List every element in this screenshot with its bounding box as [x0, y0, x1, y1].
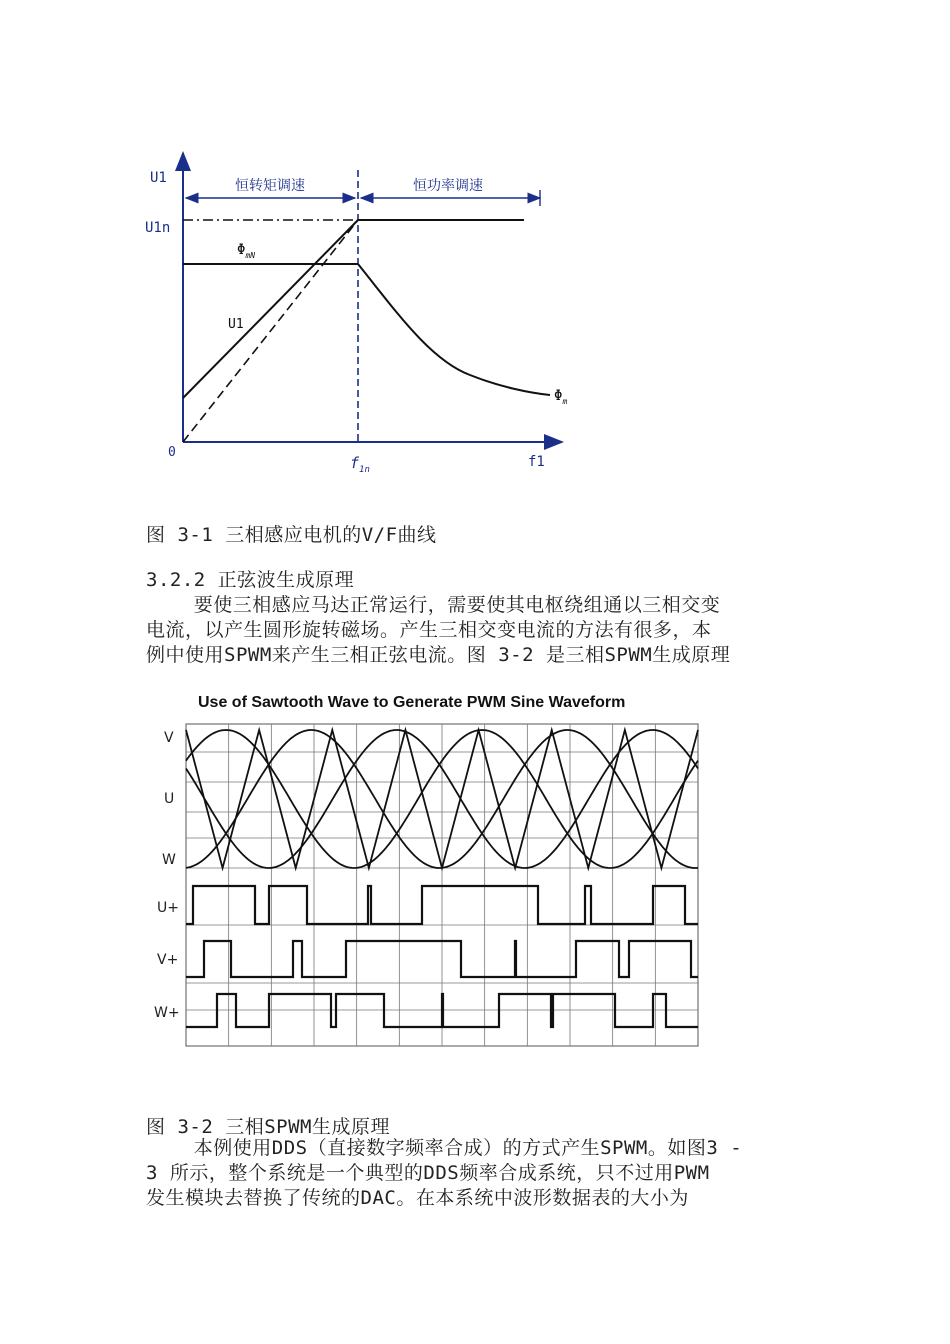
- vf-curve-figure: [130, 140, 600, 480]
- caption-figure-3-1: 图 3-1 三相感应电机的V/F曲线: [146, 524, 437, 546]
- row-label-v-plus: V+: [157, 952, 179, 968]
- section-line-1: 要使三相感应马达正常运行，需要使其电枢绕组通以三相交变: [146, 594, 721, 616]
- row-label-w-plus: W+: [154, 1005, 180, 1021]
- spwm-figure: [150, 720, 710, 1050]
- u1n-label: U1n: [145, 220, 171, 236]
- section-line-3: 例中使用SPWM来产生三相正弦电流。图 3-2 是三相SPWM生成原理: [146, 644, 731, 666]
- row-label-v: V: [164, 730, 174, 746]
- y-axis-label: U1: [150, 170, 167, 186]
- closing-line-3: 发生模块去替换了传统的DAC。在本系统中波形数据表的大小为: [146, 1187, 689, 1209]
- closing-paragraph: [146, 1136, 742, 1211]
- spwm-title: Use of Sawtooth Wave to Generate PWM Sine Waveform: [198, 694, 626, 711]
- u1-solid-line: [183, 220, 358, 398]
- region-left-label: 恒转矩调速: [235, 178, 305, 194]
- closing-line-1: 本例使用DDS（直接数字频率合成）的方式产生SPWM。如图3 -: [146, 1137, 743, 1159]
- origin-label: 0: [168, 445, 176, 460]
- section-3-2-2: [146, 568, 730, 668]
- f1n-label: $f_{1n}$: [350, 454, 370, 475]
- pwm-w-plus: [186, 994, 698, 1027]
- closing-line-2: 3 所示，整个系统是一个典型的DDS频率合成系统，只不过用PWM: [146, 1162, 710, 1184]
- x-axis-label: f1: [528, 454, 545, 470]
- row-label-w: W: [162, 852, 176, 868]
- phi-end-label: $\Phi_m$: [554, 388, 568, 406]
- row-label-u: U: [164, 791, 175, 807]
- section-line-2: 电流，以产生圆形旋转磁场。产生三相交变电流的方法有很多，本: [146, 619, 712, 641]
- caption-figure-3-2: 图 3-2 三相SPWM生成原理: [146, 1116, 390, 1138]
- region-right-label: 恒功率调速: [413, 178, 483, 194]
- phi-top-label: $\Phi_{mN}$: [237, 242, 256, 260]
- row-label-u-plus: U+: [157, 900, 179, 916]
- phi-decay-curve: [358, 264, 550, 395]
- u1-curve-label: U1: [228, 317, 244, 332]
- section-heading: 3.2.2 正弦波生成原理: [146, 569, 355, 591]
- u1-dashed-line: [183, 220, 358, 442]
